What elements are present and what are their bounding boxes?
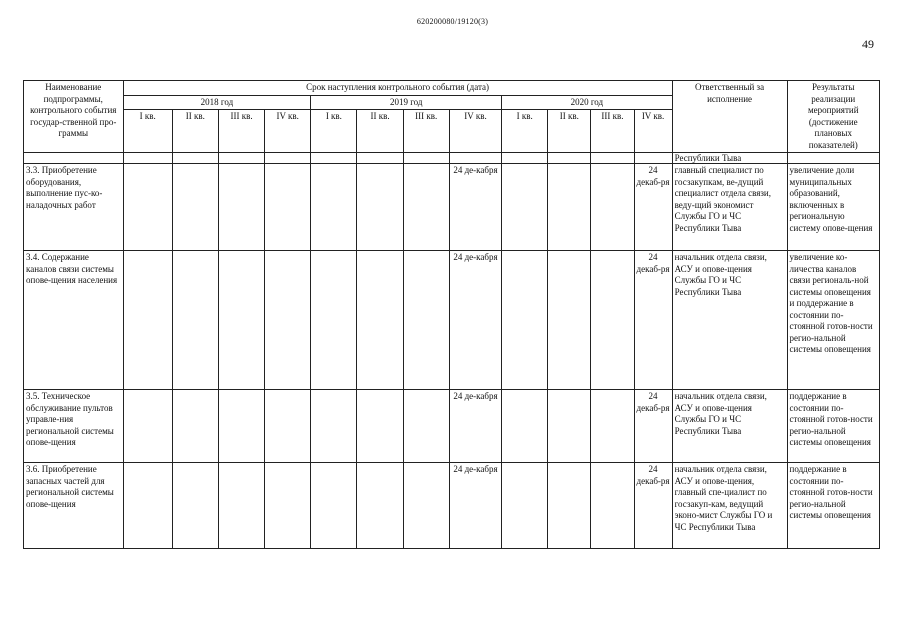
responsible-cell: начальник отдела связи, АСУ и опове-щения Службы ГО и ЧС Республики Тыва	[672, 251, 787, 390]
quarter-header: II кв.	[357, 110, 403, 153]
responsible-cell: Республики Тыва	[672, 153, 787, 164]
col-header-responsible: Ответственный за исполнение	[672, 81, 787, 153]
quarter-header: IV кв.	[634, 110, 672, 153]
result-cell: поддержание в состоянии по-стоянной готов-ности регио-нальной системы оповещения	[787, 390, 879, 463]
result-cell: увеличение доли муниципальных образований, включенных в региональную систему опове-щения	[787, 164, 879, 251]
quarter-header: I кв.	[502, 110, 548, 153]
date-cell-2019-q4: 24 де-кабря	[449, 390, 501, 463]
col-header-name: Наименование подпрограммы, контрольного события государ-ственной про-граммы	[24, 81, 124, 153]
responsible-cell: начальник отдела связи, АСУ и опове-щения Службы ГО и ЧС Республики Тыва	[672, 390, 787, 463]
year-header-2020: 2020 год	[502, 95, 672, 110]
date-cell-2019-q4: 24 де-кабря	[449, 463, 501, 549]
quarter-header: II кв.	[172, 110, 218, 153]
table-row	[24, 390, 880, 463]
responsible-cell: начальник отдела связи, АСУ и опове-щения, главный спе-циалист по госзакуп-кам, ведущий эконо-мист Службы ГО и ЧС Республики Тыва	[672, 463, 787, 549]
quarter-header: IV кв.	[265, 110, 311, 153]
control-events-table	[23, 80, 880, 549]
event-name-cell: 3.4. Содержание каналов связи системы опове-щения населения	[24, 251, 124, 390]
quarter-header: I кв.	[311, 110, 357, 153]
document-code: 620200080/19120(3)	[416, 17, 489, 26]
result-cell: поддержание в состоянии по-стоянной готов-ности регио-нальной системы оповещения	[787, 463, 879, 549]
col-header-period: Срок наступления контрольного события (дата)	[123, 81, 672, 96]
table-row	[24, 463, 880, 549]
quarter-header: III кв.	[403, 110, 449, 153]
quarter-header: I кв.	[123, 110, 172, 153]
date-cell-2020-q4: 24 декаб-ря	[634, 164, 672, 251]
col-header-results: Результаты реализации мероприятий (достижение плановых показателей)	[787, 81, 879, 153]
quarter-header: III кв.	[218, 110, 264, 153]
table-row	[24, 164, 880, 251]
quarter-header: IV кв.	[449, 110, 501, 153]
year-header-2019: 2019 год	[311, 95, 502, 110]
quarter-header: II кв.	[548, 110, 591, 153]
page-number: 49	[862, 37, 874, 51]
responsible-cell: главный специалист по госзакупкам, ве-дущий специалист отдела связи, веду-щий экономист Службы ГО и ЧС Республики Тыва	[672, 164, 787, 251]
result-cell: увеличение ко-личества каналов связи региональ-ной системы оповещения и поддержание в состоянии по-стоянной готов-ности регио-нальной системы оповещения	[787, 251, 879, 390]
date-cell-2019-q4: 24 де-кабря	[449, 251, 501, 390]
year-header-2018: 2018 год	[123, 95, 311, 110]
date-cell-2020-q4: 24 декаб-ря	[634, 390, 672, 463]
date-cell-2020-q4: 24 декаб-ря	[634, 463, 672, 549]
date-cell-2019-q4: 24 де-кабря	[449, 164, 501, 251]
date-cell-2020-q4: 24 декаб-ря	[634, 251, 672, 390]
continuation-row	[24, 153, 880, 164]
event-name-cell: 3.5. Техническое обслуживание пультов управле-ния региональной системы опове-щения	[24, 390, 124, 463]
event-name-cell: 3.3. Приобретение оборудования, выполнение пус-ко-наладочных работ	[24, 164, 124, 251]
quarter-header: III кв.	[591, 110, 634, 153]
table-row	[24, 251, 880, 390]
event-name-cell: 3.6. Приобретение запасных частей для региональной системы опове-щения	[24, 463, 124, 549]
